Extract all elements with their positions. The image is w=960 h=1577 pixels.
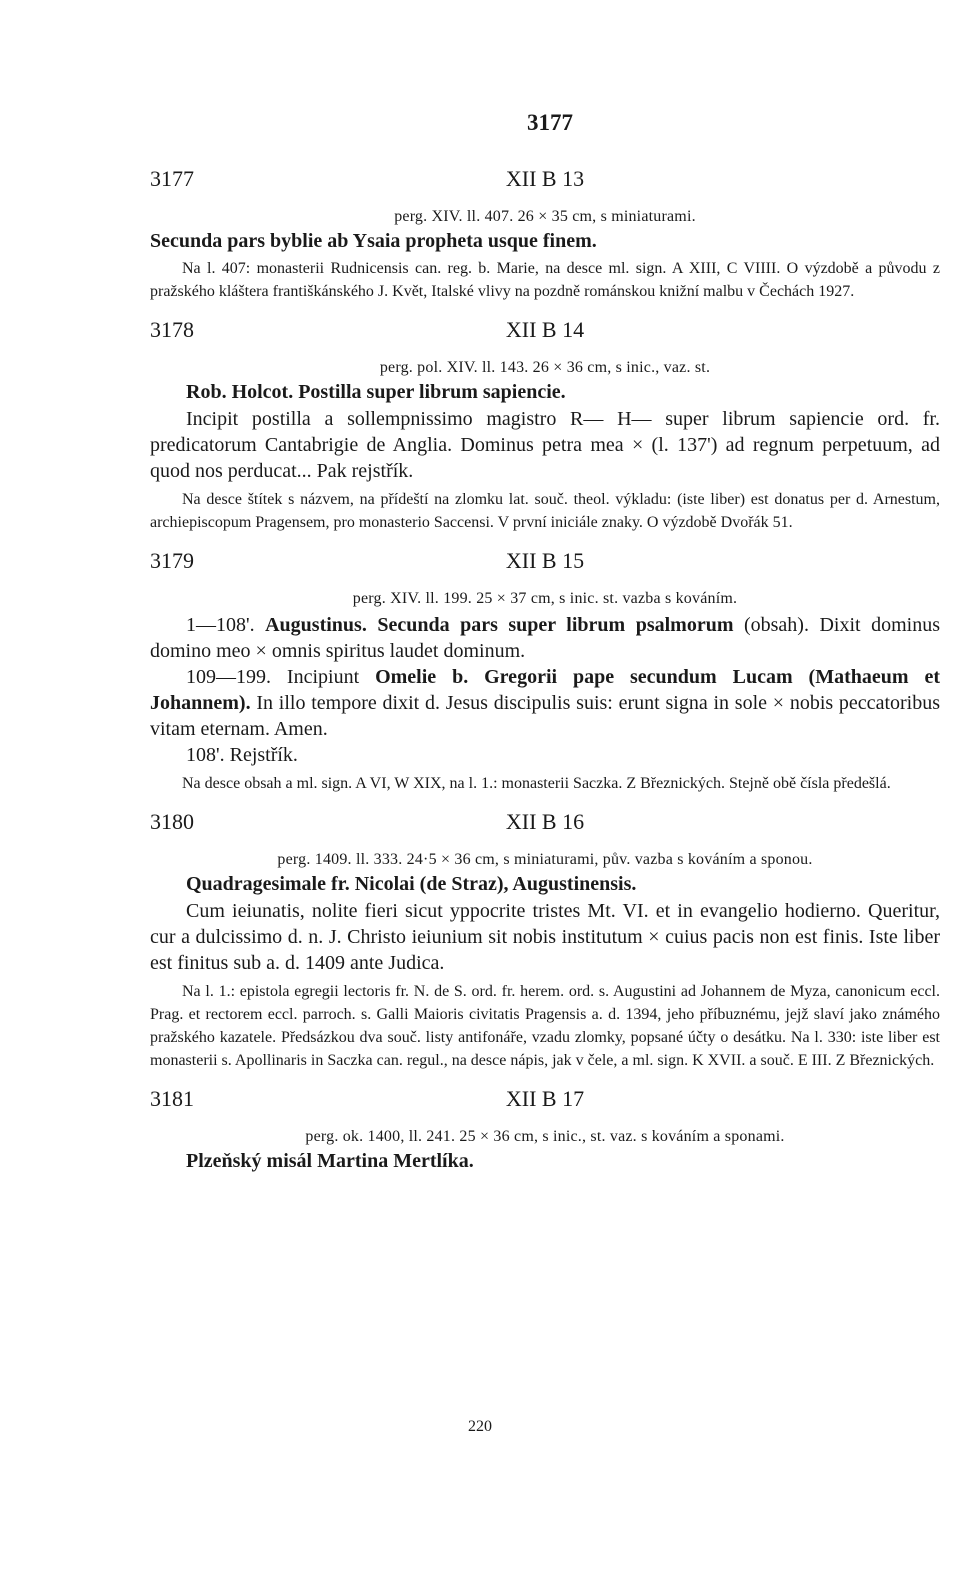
shelf-mark: XII B 13 [505, 166, 585, 191]
entry-title: Plzeňský misál Martina Mertlíka. [186, 1150, 474, 1172]
shelf-mark: XII B 17 [505, 1086, 585, 1111]
entry-number: 3178 [150, 317, 194, 342]
physical-description: perg. XIV. ll. 199. 25 × 37 cm, s inic. st. vazba s kováním. [352, 590, 738, 607]
folio-range: 1—108'. [186, 614, 266, 636]
running-head: 3177 [527, 110, 573, 135]
entry-title: Rob. Holcot. Postilla super librum sapiencie. [186, 381, 566, 403]
entry-incipit: Incipit postilla a sollempnissimo magistro R— H— super librum sapiencie ord. fr. predicatorum Cantabrigie de Anglia. Dominus petra mea × (l. 137') ad regnum perpetuum, ad quod nos perducat... Pak rejstřík. [150, 408, 940, 482]
entry-number: 3179 [150, 548, 194, 573]
entry-title: Quadragesimale fr. Nicolai (de Straz), Augustinensis. [186, 873, 637, 895]
content-paragraph [150, 664, 940, 742]
page-number: 220 [468, 1418, 492, 1435]
entry-note: Na desce obsah a ml. sign. A VI, W XIX, na l. 1.: monasterii Saczka. Z Březnických. Stejně obě čísla předešlá. [182, 775, 891, 792]
entry-note: Na l. 407: monasterii Rudnicensis can. reg. b. Marie, na desce ml. sign. A XIII, C VIIII. O výzdobě a původu z pražského kláštera františkánského J. Květ, Italské vlivy na pozdně románskou knižní malbu v Čechách 1927. [150, 260, 940, 300]
entry-heading [150, 548, 940, 580]
entry-number: 3177 [150, 166, 194, 191]
entry-heading [150, 166, 940, 198]
catalog-entry [150, 809, 940, 1072]
incipit-text: In illo tempore dixit d. Jesus discipulis suis: erunt signa in sole × nobis peccatoribus vitam eternam. Amen. [150, 692, 940, 740]
shelf-mark: XII B 16 [505, 809, 585, 834]
catalog-entry [150, 1086, 940, 1173]
entry-heading [150, 317, 940, 349]
page [150, 110, 940, 1187]
catalog-entry [150, 166, 940, 303]
content-paragraph [150, 612, 940, 664]
shelf-mark: XII B 14 [505, 317, 585, 342]
entry-number: 3180 [150, 809, 194, 834]
content-paragraph: 108'. Rejstřík. [186, 744, 298, 766]
work-title: Omelie b. Gregorii pape secundum Lucam (Mathaeum et Johannem). [150, 666, 940, 714]
physical-description: perg. 1409. ll. 333. 24·5 × 36 cm, s miniaturami, pův. vazba s kováním a sponou. [277, 851, 813, 868]
incipit-text: (obsah). Dixit dominus domino meo × omnis spiritus laudet dominum. [150, 614, 940, 662]
entry-incipit: Cum ieiunatis, nolite fieri sicut yppocrite tristes Mt. VI. et in evangelio hodierno. Queritur, cur a dulcissimo d. n. J. Christo ieiunium sit nobis institutum × cuius pacis non est finis. Iste liber est finitus sub a. d. 1409 ante Judica. [150, 900, 940, 974]
entry-note: Na desce štítek s názvem, na přídeští na zlomku lat. souč. theol. výkladu: (iste liber) est donatus per d. Arnestum, archiepiscopum Pragensem, pro monasterio Saccensi. V první iniciále znaky. O výzdobě Dvořák 51. [150, 491, 940, 531]
entry-title: Secunda pars byblie ab Ysaia propheta usque finem. [150, 230, 597, 252]
physical-description: perg. pol. XIV. ll. 143. 26 × 36 cm, s inic., vaz. st. [379, 359, 711, 376]
entry-heading [150, 809, 940, 841]
folio-range: 109—199. Incipiunt [186, 666, 376, 688]
physical-description: perg. ok. 1400, ll. 241. 25 × 36 cm, s inic., st. vaz. s kováním a sponami. [305, 1128, 785, 1145]
catalog-entry [150, 548, 940, 795]
work-title: Augustinus. Secunda pars super librum psalmorum [265, 614, 734, 636]
entry-heading [150, 1086, 940, 1118]
catalog-entry [150, 317, 940, 534]
entry-note: Na l. 1.: epistola egregii lectoris fr. N. de S. ord. fr. herem. ord. s. Augustini ad Johannem de Myza, canonicum eccl. Prag. et rectorem eccl. parroch. s. Galli Maioris civitatis Pragensis a. d. 1394, jeho příbuznému, jejž slaví jako známého pražského kazatele. Předsázkou dva souč. listy antifonáře, vzadu zlomky, popsané účty o desátku. Na l. 330: iste liber est monasterii s. Apollinaris in Saczka can. regul., na desce nápis, jak v čele, a ml. sign. K XVII. a souč. E III. Z Březnických. [150, 983, 940, 1069]
physical-description: perg. XIV. ll. 407. 26 × 35 cm, s miniaturami. [394, 208, 696, 225]
shelf-mark: XII B 15 [505, 548, 585, 573]
entry-number: 3181 [150, 1086, 194, 1111]
